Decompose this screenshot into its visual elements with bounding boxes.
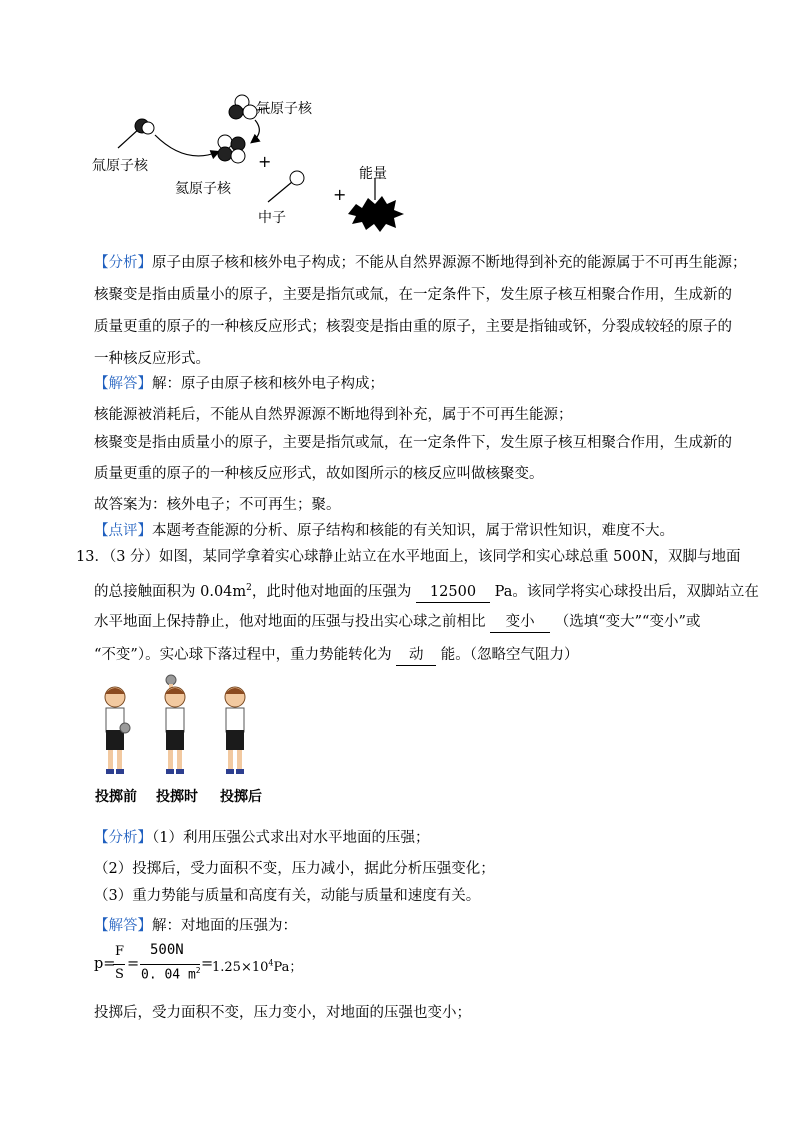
neutron-label: 中子 bbox=[258, 210, 286, 226]
answer-2-line-3: 投掷后，受力面积不变，压力变小，对地面的压强也变小； bbox=[94, 1005, 471, 1021]
figure-label-during: 投掷时 bbox=[156, 789, 198, 805]
question-13-line-3: 水平地面上保持静止，他对地面的压强与投出实心球之前相比 变小 （选填“变大”“变小”或 bbox=[94, 612, 700, 633]
figure-label-before: 投掷前 bbox=[95, 789, 137, 805]
energy-burst-icon bbox=[348, 178, 404, 232]
answer-1-line-3: 核聚变是指由质量小的原子，主要是指氘或氚，在一定条件下，发生原子核互相聚合作用，生成新的 bbox=[94, 435, 732, 451]
analysis-1-line-1: 【分析】原子由原子核和核外电子构成；不能从自然界源源不断地得到补充的能源属于不可再生能源； bbox=[94, 255, 747, 271]
fraction-bar-1 bbox=[113, 964, 125, 965]
figure-before-icon bbox=[105, 687, 130, 774]
figure-after-icon bbox=[225, 687, 245, 774]
comment-1: 【点评】本题考查能源的分析、原子结构和核能的有关知识，属于常识性知识，难度不大。 bbox=[94, 523, 674, 539]
formula-equals-2: = bbox=[201, 956, 214, 972]
formula-F: F bbox=[115, 944, 125, 959]
analysis-1-line-4: 一种核反应形式。 bbox=[94, 351, 210, 367]
analysis-2-line-1: 【分析】（1）利用压强公式求出对水平地面的压强； bbox=[94, 830, 430, 846]
analysis-2-line-2: （2）投掷后，受力面积不变，压力减小，据此分析压强变化； bbox=[94, 861, 495, 877]
arrow-top-icon bbox=[252, 120, 259, 142]
answer-1-line-2: 核能源被消耗后，不能从自然界源源不断地得到补充，属于不可再生能源； bbox=[94, 407, 573, 423]
tritium-label-top: 氚原子核 bbox=[256, 101, 312, 117]
energy-label: 能量 bbox=[359, 166, 387, 182]
helium-label: 氦原子核 bbox=[175, 181, 231, 197]
analysis-2-line-3: （3）重力势能与质量和高度有关，动能与质量和速度有关。 bbox=[94, 888, 481, 904]
formula-p: p= bbox=[94, 956, 116, 972]
figure-during-icon bbox=[165, 675, 185, 774]
answer-tag-2: 【解答】 bbox=[94, 918, 152, 934]
deuterium-nucleus-icon bbox=[118, 119, 154, 148]
analysis-tag: 【分析】 bbox=[94, 255, 152, 271]
analysis-1-line-2: 核聚变是指由质量小的原子，主要是指氘或氚，在一定条件下，发生原子核互相聚合作用，生成新的 bbox=[94, 287, 732, 303]
answer-1-line-4: 质量更重的原子的一种核反应形式，故如图所示的核反应叫做核聚变。 bbox=[94, 466, 544, 482]
question-number: 13． bbox=[76, 549, 109, 565]
analysis-tag-2: 【分析】 bbox=[94, 830, 152, 846]
helium-nucleus-icon bbox=[218, 135, 245, 163]
pressure-formula bbox=[94, 942, 494, 992]
throwing-figures bbox=[95, 672, 275, 782]
question-13-line-4: “不变”）。实心球下落过程中，重力势能转化为 动 能。（忽略空气阻力） bbox=[94, 645, 579, 666]
formula-numerator: 500N bbox=[150, 942, 184, 958]
comment-tag: 【点评】 bbox=[94, 523, 152, 539]
question-13-line-1: 13．（3 分）如图，某同学拿着实心球静止站立在水平地面上，该同学和实心球总重 500N，双脚与地面 bbox=[76, 549, 741, 565]
answer-1-line-1: 【解答】解：原子由原子核和核外电子构成； bbox=[94, 376, 384, 392]
answer-1-line-5: 故答案为：核外电子；不可再生；聚。 bbox=[94, 497, 341, 513]
question-13-line-2: 的总接触面积为 $0.04m^2$，此时他对地面的压强为 12500 Pa。该同学将实心球投出后，双脚站立在 bbox=[94, 578, 759, 603]
figure-label-after: 投掷后 bbox=[220, 789, 262, 805]
answer-blank-1: 12500 bbox=[416, 582, 490, 603]
formula-equals-1: = bbox=[127, 956, 140, 972]
plus-sign-1: + bbox=[258, 152, 272, 171]
analysis-1-line-3: 质量更重的原子的一种核反应形式；核裂变是指由重的原子，主要是指铀或钚，分裂成较轻的原子的 bbox=[94, 319, 732, 335]
answer-blank-2: 变小 bbox=[490, 612, 550, 633]
answer-tag: 【解答】 bbox=[94, 376, 152, 392]
tritium-label-left: 氚原子核 bbox=[92, 158, 148, 174]
neutron-icon bbox=[268, 171, 304, 202]
fraction-bar-2 bbox=[140, 964, 200, 965]
formula-S: S bbox=[115, 967, 124, 982]
formula-result: $1.25\times 10^4Pa$； bbox=[212, 958, 303, 975]
answer-2-line-1: 【解答】解：对地面的压强为： bbox=[94, 918, 297, 934]
arrow-left-icon bbox=[155, 135, 218, 156]
formula-denominator: 0. 04 $m^2$ bbox=[141, 966, 201, 983]
answer-blank-3: 动 bbox=[396, 645, 436, 666]
plus-sign-2: + bbox=[333, 185, 347, 204]
